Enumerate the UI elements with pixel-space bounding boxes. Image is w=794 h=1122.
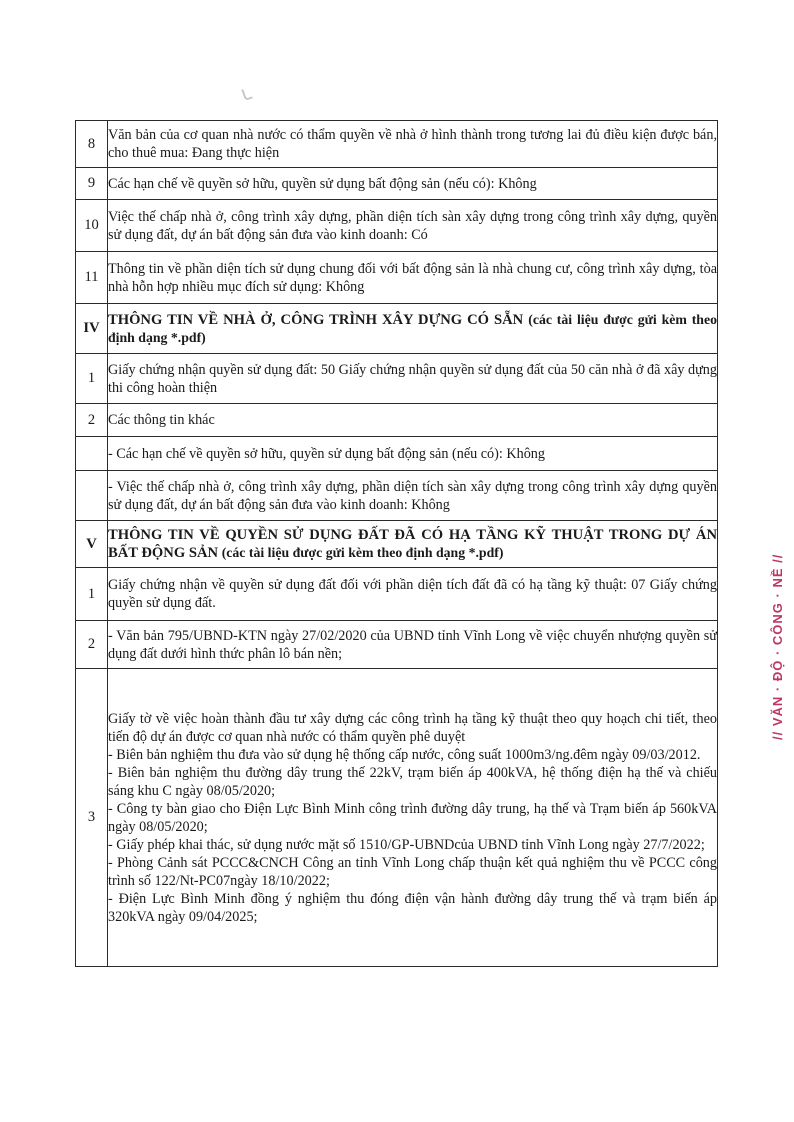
content-line: - Giấy phép khai thác, sử dụng nước mặt số 1510/GP-UBNDcủa UBND tỉnh Vĩnh Long ngày 27/7/2022; (108, 836, 705, 853)
row-content: Việc thế chấp nhà ở, công trình xây dựng, phần diện tích sàn xây dựng trong công trình xây dựng, quyền sử dụng đất, dự án bất động sản đưa vào kinh doanh: Có (108, 200, 718, 252)
table-row (76, 437, 718, 471)
row-number: 11 (76, 252, 108, 304)
row-content: Thông tin về phần diện tích sử dụng chung đối với bất động sản là nhà chung cư, công trình xây dựng, tòa nhà hỗn hợp nhiều mục đích sử dụng: Không (108, 252, 718, 304)
info-table (75, 120, 718, 967)
table-row (76, 621, 718, 669)
table-row (76, 168, 718, 200)
content-line: - Công ty bàn giao cho Điện Lực Bình Minh công trình đường dây trung, hạ thế và Trạm biến áp 560kVA ngày 08/05/2020; (108, 800, 717, 835)
table-row (76, 568, 718, 621)
row-content: Các thông tin khác (108, 404, 718, 437)
row-content: Văn bản của cơ quan nhà nước có thẩm quyền về nhà ở hình thành trong tương lai đủ điều kiện được bán, cho thuê mua: Đang thực hiện (108, 121, 718, 168)
margin-stamp: // VĂN · ĐỘ · CÔNG · NỀ // (770, 553, 785, 740)
row-number: 1 (76, 354, 108, 404)
scan-artifact-mark (241, 87, 253, 101)
content-line: - Biên bản nghiệm thu đường dây trung thế 22kV, trạm biến áp 400kVA, hệ thống điện hạ thế và chiếu sáng khu C ngày 08/05/2020; (108, 764, 717, 799)
content-line: - Phòng Cảnh sát PCCC&CNCH Công an tỉnh Vĩnh Long chấp thuận kết quả nghiệm thu về PCCC công trình số 122/Nt-PC07ngày 18/10/2022; (108, 854, 717, 889)
section-subtitle: (các tài liệu được gửi kèm theo định dạng *.pdf) (221, 545, 504, 560)
table-row (76, 121, 718, 168)
row-number: 2 (76, 404, 108, 437)
row-number: 3 (76, 669, 108, 967)
section-title: THÔNG TIN VỀ NHÀ Ở, CÔNG TRÌNH XÂY DỰNG CÓ SẴN (108, 311, 524, 328)
row-number (76, 471, 108, 521)
row-content: Giấy chứng nhận quyền sử dụng đất: 50 Giấy chứng nhận quyền sử dụng đất của 50 căn nhà ở đã xây dựng thi công hoàn thiện (108, 354, 718, 404)
row-number: 2 (76, 621, 108, 669)
row-content: - Việc thế chấp nhà ở, công trình xây dựng, phần diện tích sàn xây dựng trong công trình xây dựng quyền sử dụng đất, dự án bất động sản đưa vào kinh doanh: Không (108, 471, 718, 521)
table-row (76, 471, 718, 521)
row-content: - Các hạn chế về quyền sở hữu, quyền sử dụng bất động sản (nếu có): Không (108, 437, 718, 471)
row-number: 8 (76, 121, 108, 168)
row-content: Các hạn chế về quyền sở hữu, quyền sử dụng bất động sản (nếu có): Không (108, 168, 718, 200)
row-number: 1 (76, 568, 108, 621)
row-number: 10 (76, 200, 108, 252)
section-subtitle: (các tài liệu được gửi kèm theo định dạng *.pdf) (108, 311, 717, 345)
section-title-cell (108, 521, 718, 568)
row-content: - Văn bản 795/UBND-KTN ngày 27/02/2020 của UBND tỉnh Vĩnh Long về việc chuyển nhượng quyền sử dụng đất dưới hình thức phân lô bán nền; (108, 621, 718, 669)
section-title: THÔNG TIN VỀ QUYỀN SỬ DỤNG ĐẤT ĐÃ CÓ HẠ TẦNG KỸ THUẬT TRONG DỰ ÁN BẤT ĐỘNG SẢN (108, 527, 717, 561)
section-header-iv (76, 304, 718, 354)
row-content: Giấy chứng nhận về quyền sử dụng đất đối với phần diện tích đất đã có hạ tầng kỹ thuật: 07 Giấy chứng quyền sử dụng đất. (108, 568, 718, 621)
table-row (76, 669, 718, 967)
row-number: 9 (76, 168, 108, 200)
section-title-cell (108, 304, 718, 354)
row-content-list (108, 669, 718, 967)
table-row (76, 200, 718, 252)
section-header-v (76, 521, 718, 568)
content-line: Giấy tờ về việc hoàn thành đầu tư xây dựng các công trình hạ tầng kỹ thuật theo quy hoạch chi tiết, theo tiến độ dự án được cơ quan nhà nước có thẩm quyền phê duyệt (108, 710, 717, 745)
table-row (76, 404, 718, 437)
row-number (76, 437, 108, 471)
content-line: - Điện Lực Bình Minh đồng ý nghiệm thu đóng điện vận hành đường dây trung thế và trạm biến áp 320kVA ngày 09/04/2025; (108, 890, 717, 925)
section-number: IV (76, 304, 108, 354)
content-line: - Biên bản nghiệm thu đưa vào sử dụng hệ thống cấp nước, công suất 1000m3/ng.đêm ngày 09/03/2012. (108, 746, 701, 763)
table-row (76, 252, 718, 304)
section-number: V (76, 521, 108, 568)
table-row (76, 354, 718, 404)
